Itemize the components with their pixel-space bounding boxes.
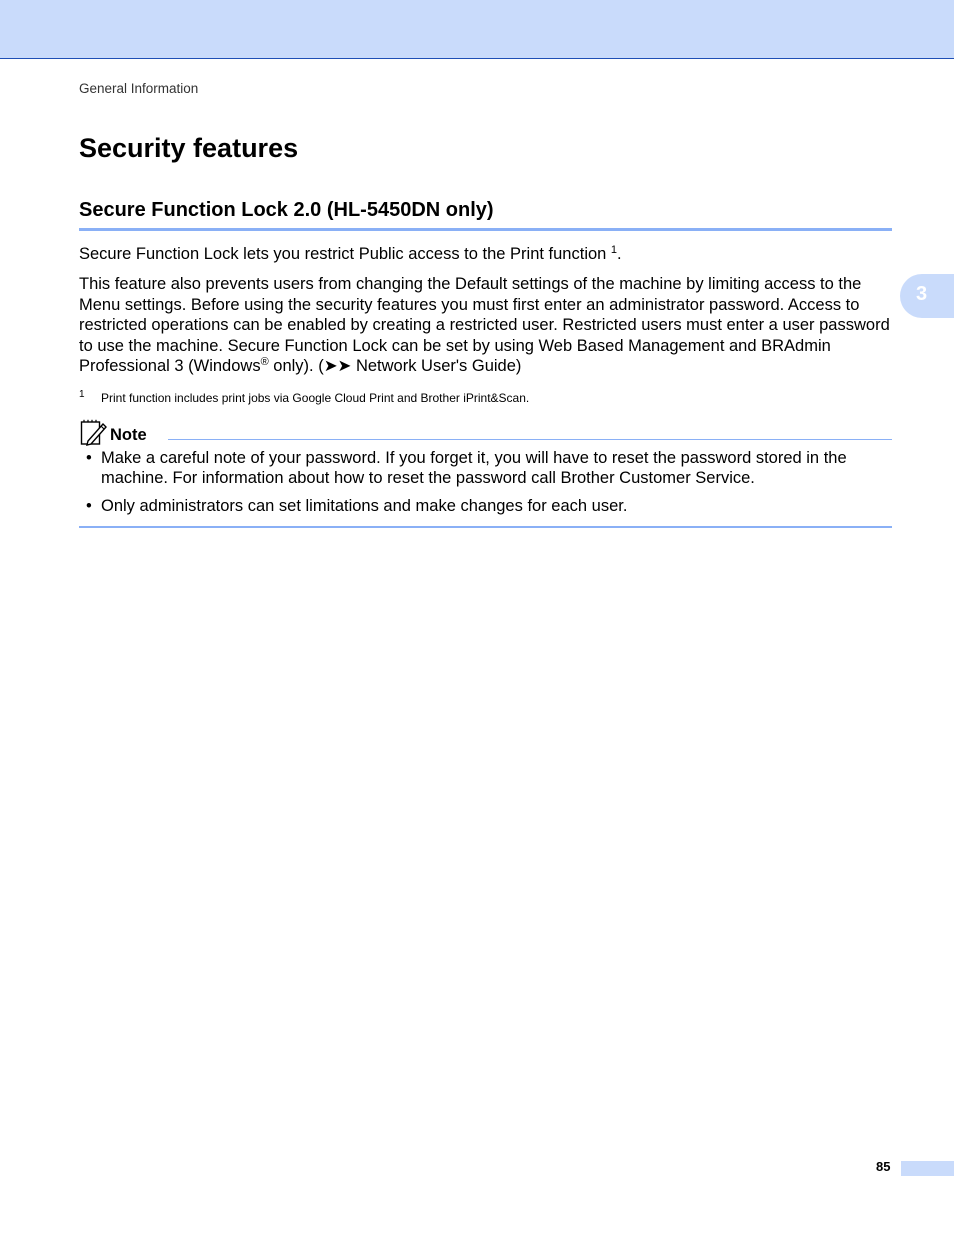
- note-item-text: Only administrators can set limitations and make changes for each user.: [101, 497, 628, 515]
- registered-mark: ®: [260, 356, 269, 368]
- note-item: [79, 448, 892, 488]
- note-bottom-rule: [79, 526, 892, 528]
- arrow-icon: ➤➤: [323, 357, 352, 375]
- page-title: Security features: [79, 133, 299, 163]
- section-divider: [79, 228, 892, 231]
- note-top-rule: [168, 439, 892, 440]
- feature-paragraph: [79, 274, 892, 377]
- bullet-icon: •: [86, 497, 92, 515]
- page-number: 85: [876, 1159, 891, 1174]
- bullet-icon: •: [86, 449, 92, 467]
- intro-text: Secure Function Lock lets you restrict Public access to the Print function: [79, 245, 611, 263]
- note-label: Note: [110, 426, 147, 444]
- guide-reference: Network User's Guide): [351, 357, 522, 375]
- footnote-ref[interactable]: 1: [610, 244, 618, 256]
- section-heading: Secure Function Lock 2.0 (HL-5450DN only): [79, 199, 494, 221]
- feature-text: This feature also prevents users from changing the Default settings of the machine by limiting access to the Menu settings. Before using the security features you must first enter an administrator password. Access to restricted operations can be enabled by creating a restricted user. Restricted users must enter a user password to use the machine. Secure Function Lock can be set by using Web Based Management and BRAdmin Professional 3 (Windows: [79, 275, 890, 375]
- note-item-text: Make a careful note of your password. If you forget it, you will have to reset the password stored in the machine. For information about how to reset the password call Brother Customer Service.: [101, 449, 847, 487]
- note-pencil-icon: [79, 419, 107, 447]
- chapter-number: 3: [916, 283, 928, 305]
- footnote-number: 1: [79, 389, 85, 400]
- footnote-text: Print function includes print jobs via Google Cloud Print and Brother iPrint&Scan.: [101, 391, 530, 405]
- chapter-tab: [900, 274, 954, 318]
- breadcrumb: General Information: [79, 81, 199, 96]
- page-number-band: [901, 1161, 954, 1176]
- intro-period: .: [617, 245, 622, 263]
- feature-text-after: only). (: [268, 357, 324, 375]
- intro-paragraph: [79, 244, 892, 265]
- note-item: [79, 496, 892, 516]
- header-band: [0, 0, 954, 59]
